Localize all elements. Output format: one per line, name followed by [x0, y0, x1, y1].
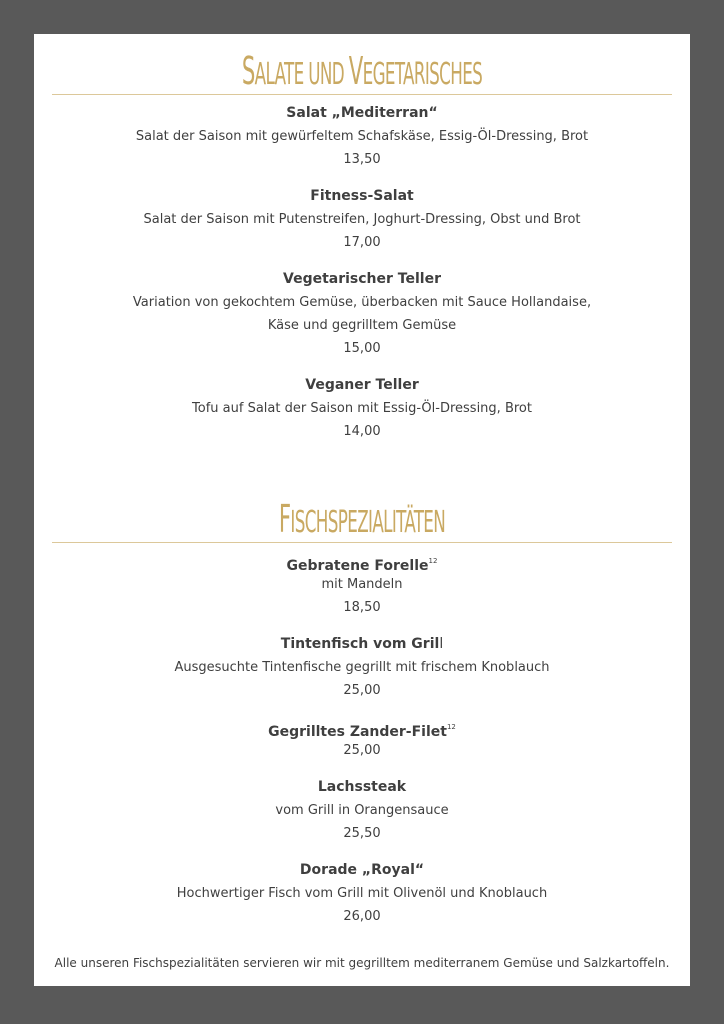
section-fish: [34, 496, 690, 928]
section-divider: [52, 94, 672, 95]
item-name: [34, 268, 690, 291]
item-name-text: Gebratene Forelle: [286, 558, 429, 574]
item-price: 25,00: [343, 743, 381, 758]
item-description: Variation von gekochtem Gemüse, überbacken mit Sauce Hollandaise,: [132, 295, 592, 310]
menu-item: [34, 374, 690, 443]
item-name-text: Veganer Teller: [305, 377, 419, 393]
item-name-text: Gegrilltes Zander-Filet: [268, 724, 447, 740]
item-price: 13,50: [343, 152, 381, 167]
section-title-part: V: [348, 49, 363, 93]
menu-page: [34, 34, 690, 986]
item-name: [34, 859, 690, 882]
footer-note: Alle unseren Fischspezialitäten servieren wir mit gegrilltem mediterranem Gemüse und Salzkartoffeln.: [54, 956, 670, 970]
item-description: Ausgesuchte Tintenfische gegrillt mit frischem Knoblauch: [174, 660, 550, 675]
item-name: [34, 776, 690, 799]
item-name-text: Fitness-Salat: [310, 188, 414, 204]
menu-item: [34, 776, 690, 845]
item-name-text: Lachssteak: [317, 779, 407, 795]
item-name: [34, 374, 690, 397]
menu-item: [34, 268, 690, 360]
section-title-part: ISCHSPEZIALITÄTEN: [290, 505, 446, 540]
section-title-part: S: [241, 49, 255, 93]
item-name-text: Dorade „Royal“: [299, 862, 425, 878]
item-name-tail: l: [439, 636, 444, 652]
item-description: Hochwertiger Fisch vom Grill mit Olivenöl und Knoblauch: [176, 886, 548, 901]
item-price: 14,00: [343, 424, 381, 439]
section-title-part: F: [278, 497, 291, 541]
section-divider: [52, 542, 672, 543]
item-description: Salat der Saison mit Putenstreifen, Joghurt-Dressing, Obst und Brot: [143, 212, 581, 227]
item-price: 18,50: [343, 600, 381, 615]
item-name-text: Salat „Mediterran“: [286, 105, 438, 121]
item-description: Salat der Saison mit gewürfeltem Schafskäse, Essig-Öl-Dressing, Brot: [135, 129, 589, 144]
item-name-text: Vegetarischer Teller: [283, 271, 441, 287]
allergen-note: 12: [446, 723, 456, 731]
item-name: [34, 185, 690, 208]
section-title-part: EGETARISCHES: [362, 57, 483, 92]
item-description: Käse und gegrilltem Gemüse: [267, 318, 457, 333]
item-price: 15,00: [343, 341, 381, 356]
item-name: [34, 550, 690, 573]
item-name-text: Tintenfisch vom Gril: [280, 636, 440, 652]
section-title: [159, 496, 566, 542]
menu-item: [34, 102, 690, 171]
section-title-part: ALATE UND: [254, 57, 349, 92]
item-price: 25,00: [343, 683, 381, 698]
menu-item: [34, 859, 690, 928]
item-name: [34, 633, 690, 656]
menu-item: [34, 633, 690, 702]
item-description: mit Mandeln: [321, 577, 403, 592]
item-name: [34, 102, 690, 125]
item-description: vom Grill in Orangensauce: [275, 803, 449, 818]
section-title: [159, 48, 566, 94]
item-price: 25,50: [343, 826, 381, 841]
menu-item: [34, 550, 690, 619]
section-salads: [34, 48, 690, 443]
menu-item: [34, 185, 690, 254]
item-price: 26,00: [343, 909, 381, 924]
allergen-note: 12: [428, 557, 438, 565]
item-name: [34, 716, 690, 739]
item-description: Tofu auf Salat der Saison mit Essig-Öl-Dressing, Brot: [192, 401, 532, 416]
item-price: 17,00: [343, 235, 381, 250]
menu-item: [34, 716, 690, 762]
